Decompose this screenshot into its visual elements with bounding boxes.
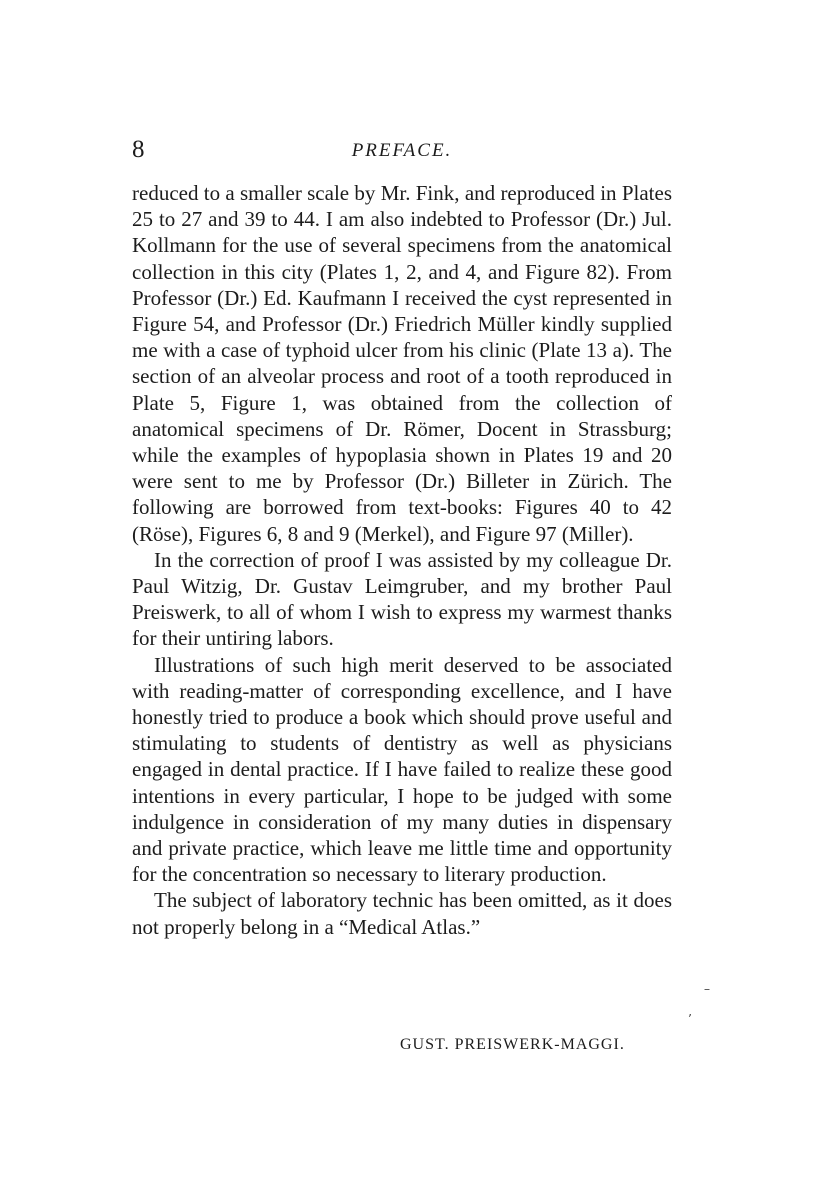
preface-body xyxy=(132,180,672,940)
page-header xyxy=(132,136,672,166)
paragraph-intentions: Illustrations of such high merit deserved to be associated with reading-matter of corresponding excellence, and I have honestly tried to produce a book which should prove useful and stimulating to students of dentistry as well as physicians engaged in dental practice. If I have failed to realize these good intentions in every particular, I hope to be judged with some indulgence in consideration of my many duties in dispensary and private practice, which leave me little time and opportunity for the concentration so necessary to literary production. xyxy=(132,652,672,887)
paragraph-laboratory-technic: The subject of laboratory technic has been omitted, as it does not properly belong in a “Medical Atlas.” xyxy=(132,888,672,939)
paragraph-acknowledgments: reduced to a smaller scale by Mr. Fink, and reproduced in Plates 25 to 27 and 39 to 44. I am also indebted to Professor (Dr.) Jul. Kollmann for the use of several specimens from the anatomical collection in this city (Plates 1, 2, and 4, and Figure 82). From Professor (Dr.) Ed. Kaufmann I received the cyst represented in Figure 54, and Professor (Dr.) Friedrich Müller kindly supplied me with a case of typhoid ulcer from his clinic (Plate 13 a). The section of an alveolar process and root of a tooth reproduced in Plate 5, Figure 1, was obtained from the collection of anatomical specimens of Dr. Römer, Docent in Strassburg; while the examples of hypoplasia shown in Plates 19 and 20 were sent to me by Professor (Dr.) Billeter in Zürich. The following are borrowed from text-books: Figures 40 to 42 (Röse), Figures 6, 8 and 9 (Merkel), and Figure 97 (Miller). xyxy=(132,181,672,546)
margin-mark: – xyxy=(704,982,710,996)
page-number: 8 xyxy=(132,136,145,163)
running-title: PREFACE. xyxy=(351,140,453,161)
author-signature: GUST. PREISWERK-MAGGI. xyxy=(400,1036,625,1053)
paragraph-proof-correction: In the correction of proof I was assisted by my colleague Dr. Paul Witzig, Dr. Gustav Leimgruber, and my brother Paul Preiswerk, to all of whom I wish to express my warmest thanks for their untiring labors. xyxy=(132,547,672,651)
margin-mark: ’ xyxy=(688,1012,692,1026)
